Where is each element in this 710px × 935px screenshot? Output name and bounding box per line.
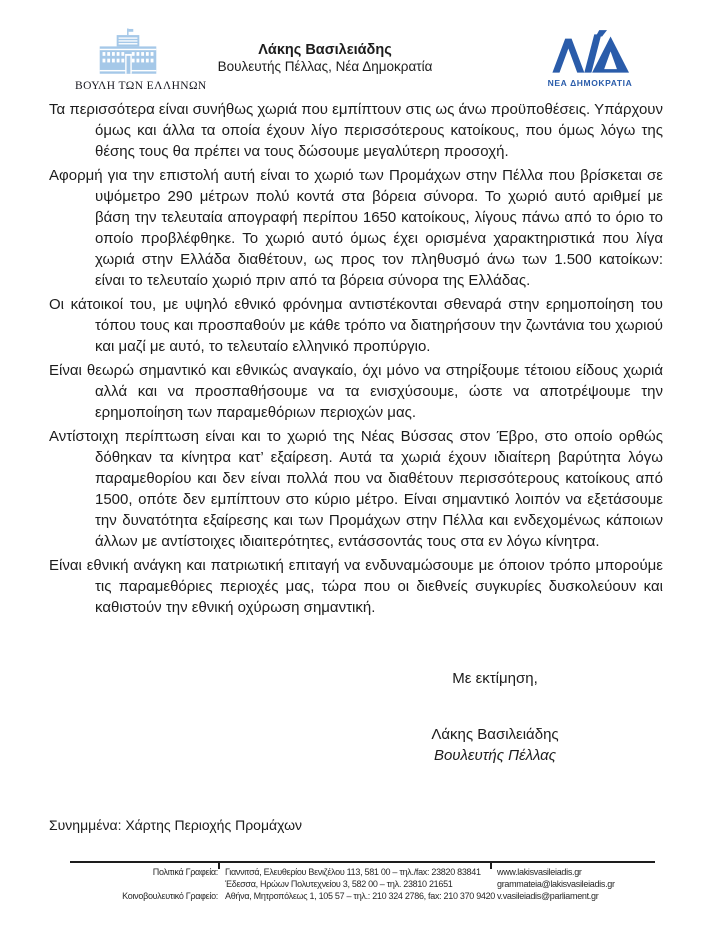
nea-dimokratia-icon — [546, 30, 634, 77]
footer-office-label — [70, 878, 218, 890]
paragraph: Τα περισσότερα είναι συνήθως χωριά που εμπίπτουν στις ως άνω προϋποθέσεις. Υπάρχουν όμως και άλλα τα οποία έχουν λίγο περισσότερους κατοίκους, που όμως λόγω της θέσης τους θα πρέπει να τους δώσουμε μεγαλύτερη προσοχή. — [49, 101, 663, 160]
footer-column-divider — [490, 863, 492, 869]
paragraph: Αφορμή για την επιστολή αυτή είναι το χωριό των Προμάχων στην Πέλλα που βρίσκεται σε υψόμετρο 290 μέτρων πολύ κοντά στα βόρεια σύνορα. Το χωριό αυτό αριθμεί με βάση την τελευταία απογραφή περίπου 1650 κατοίκους, λίγους πάνω από το όριο το οποίο προβλέφθηκε. Το χωριό αυτό όμως έχει ορισμένα χαρακτηριστικά που λίγα χωριά στην Ελλάδα διαθέτουν, ως προς τον πληθυσμό άνω των 1.500 κατοίκων: είναι το τελευταίο χωριό πριν από τα βόρεια σύνορα της Ελλάδας. — [49, 167, 663, 289]
footer-office-label: Πολιτικά Γραφεία: — [152, 867, 218, 877]
letterhead — [0, 0, 710, 98]
attachment-note: Συνημμένα: Χάρτης Περιοχής Προμάχων — [49, 817, 303, 833]
mp-name: Λάκης Βασιλειάδης — [258, 42, 392, 58]
letterhead-title — [155, 42, 495, 75]
signer-name: Λάκης Βασιλειάδης — [431, 726, 559, 743]
footer-email: v.vasileiadis@parliament.gr — [497, 891, 599, 902]
paragraph: Είναι εθνική ανάγκη και πατριωτική επιταγή να ενδυναμώσουμε με όποιον τρόπο μπορούμε τις παραμεθόριες περιοχές μας, τώρα που οι διεθνείς συγκυρίες δυσκολεύουν και καθιστούν την εθνική οχύρωση σημαντική. — [49, 557, 663, 616]
closing-salutation: Με εκτίμηση, — [452, 670, 538, 687]
footer-website: www.lakisvasileiadis.gr — [497, 867, 582, 877]
paragraph: Είναι θεωρώ σημαντικό και εθνικώς αναγκαίο, όχι μόνο να στηρίξουμε τέτοιου είδους χωριά αλλά και να προσπαθήσουμε να τα ενισχύσουμε, ώστε να αποτρέψουμε την ερημοποίηση των παραμεθόριων περιοχών μας. — [49, 362, 663, 421]
footer-contact-table — [70, 863, 655, 903]
footer-office-address: Αθήνα, Μητροπόλεως 1, 105 57 – τηλ.: 210 324 2786, fax: 210 370 9420 — [225, 891, 496, 902]
footer-office-address: Γιαννιτσά, Ελευθερίου Βενιζέλου 113, 581 00 – τηλ./fax: 23820 83841 — [225, 867, 481, 877]
paragraph: Οι κάτοικοί του, με υψηλό εθνικό φρόνημα αντιστέκονται σθεναρά στην ερημοποίηση του τόπου τους και προσπαθούν με κάθε τρόπο να διατηρήσουν την ζωντάνια του χωριού και μαζί με αυτό, το τελευταίο ελληνικό προπύργιο. — [49, 296, 663, 355]
letter-body — [49, 99, 663, 621]
parliament-logo-caption: ΒΟΥΛΗ ΤΩΝ ΕΛΛΗΝΩΝ — [75, 80, 207, 92]
nea-dimokratia-caption: ΝΕΑ ΔΗΜΟΚΡΑΤΙΑ — [547, 78, 633, 88]
footer-office-address: Έδεσσα, Ηρώων Πολυτεχνείου 3, 582 00 – τηλ. 23810 21651 — [225, 879, 453, 890]
signature-block — [325, 724, 665, 766]
mp-subtitle: Βουλευτής Πέλλας, Νέα Δημοκρατία — [217, 59, 433, 74]
footer-office-label: Κοινοβουλευτικό Γραφείο: — [122, 891, 218, 902]
signer-title: Βουλευτής Πέλλας — [433, 747, 557, 764]
footer-column-divider — [218, 863, 220, 869]
paragraph: Αντίστοιχη περίπτωση είναι και το χωριό της Νέας Βύσσας στον Έβρο, στο οποίο ορθώς δόθηκαν τα κίνητρα κατ’ εξαίρεση. Αυτά τα χωριά έχουν ιδιαίτερη βαρύτητα λόγω παραμεθορίου και δεν είναι πολλά που να διαθέτουν περισσότερους κατοίκους από 1500, οπότε δεν εμπίπτουν στο κύριο μέτρο. Είναι σημαντικό λοιπόν να εξετάσουμε την δυνατότητα εξαίρεσης και των Προμάχων στην Πέλλα και ενδεχομένως κάποιων άλλων με αντίστοιχες ιδιαιτερότητες, εντάσσοντάς τους στα εν λόγω κίνητρα. — [49, 428, 663, 550]
footer-email: grammateia@lakisvasileiadis.gr — [497, 879, 615, 890]
nea-dimokratia-logo — [546, 30, 634, 88]
footer — [70, 861, 655, 903]
